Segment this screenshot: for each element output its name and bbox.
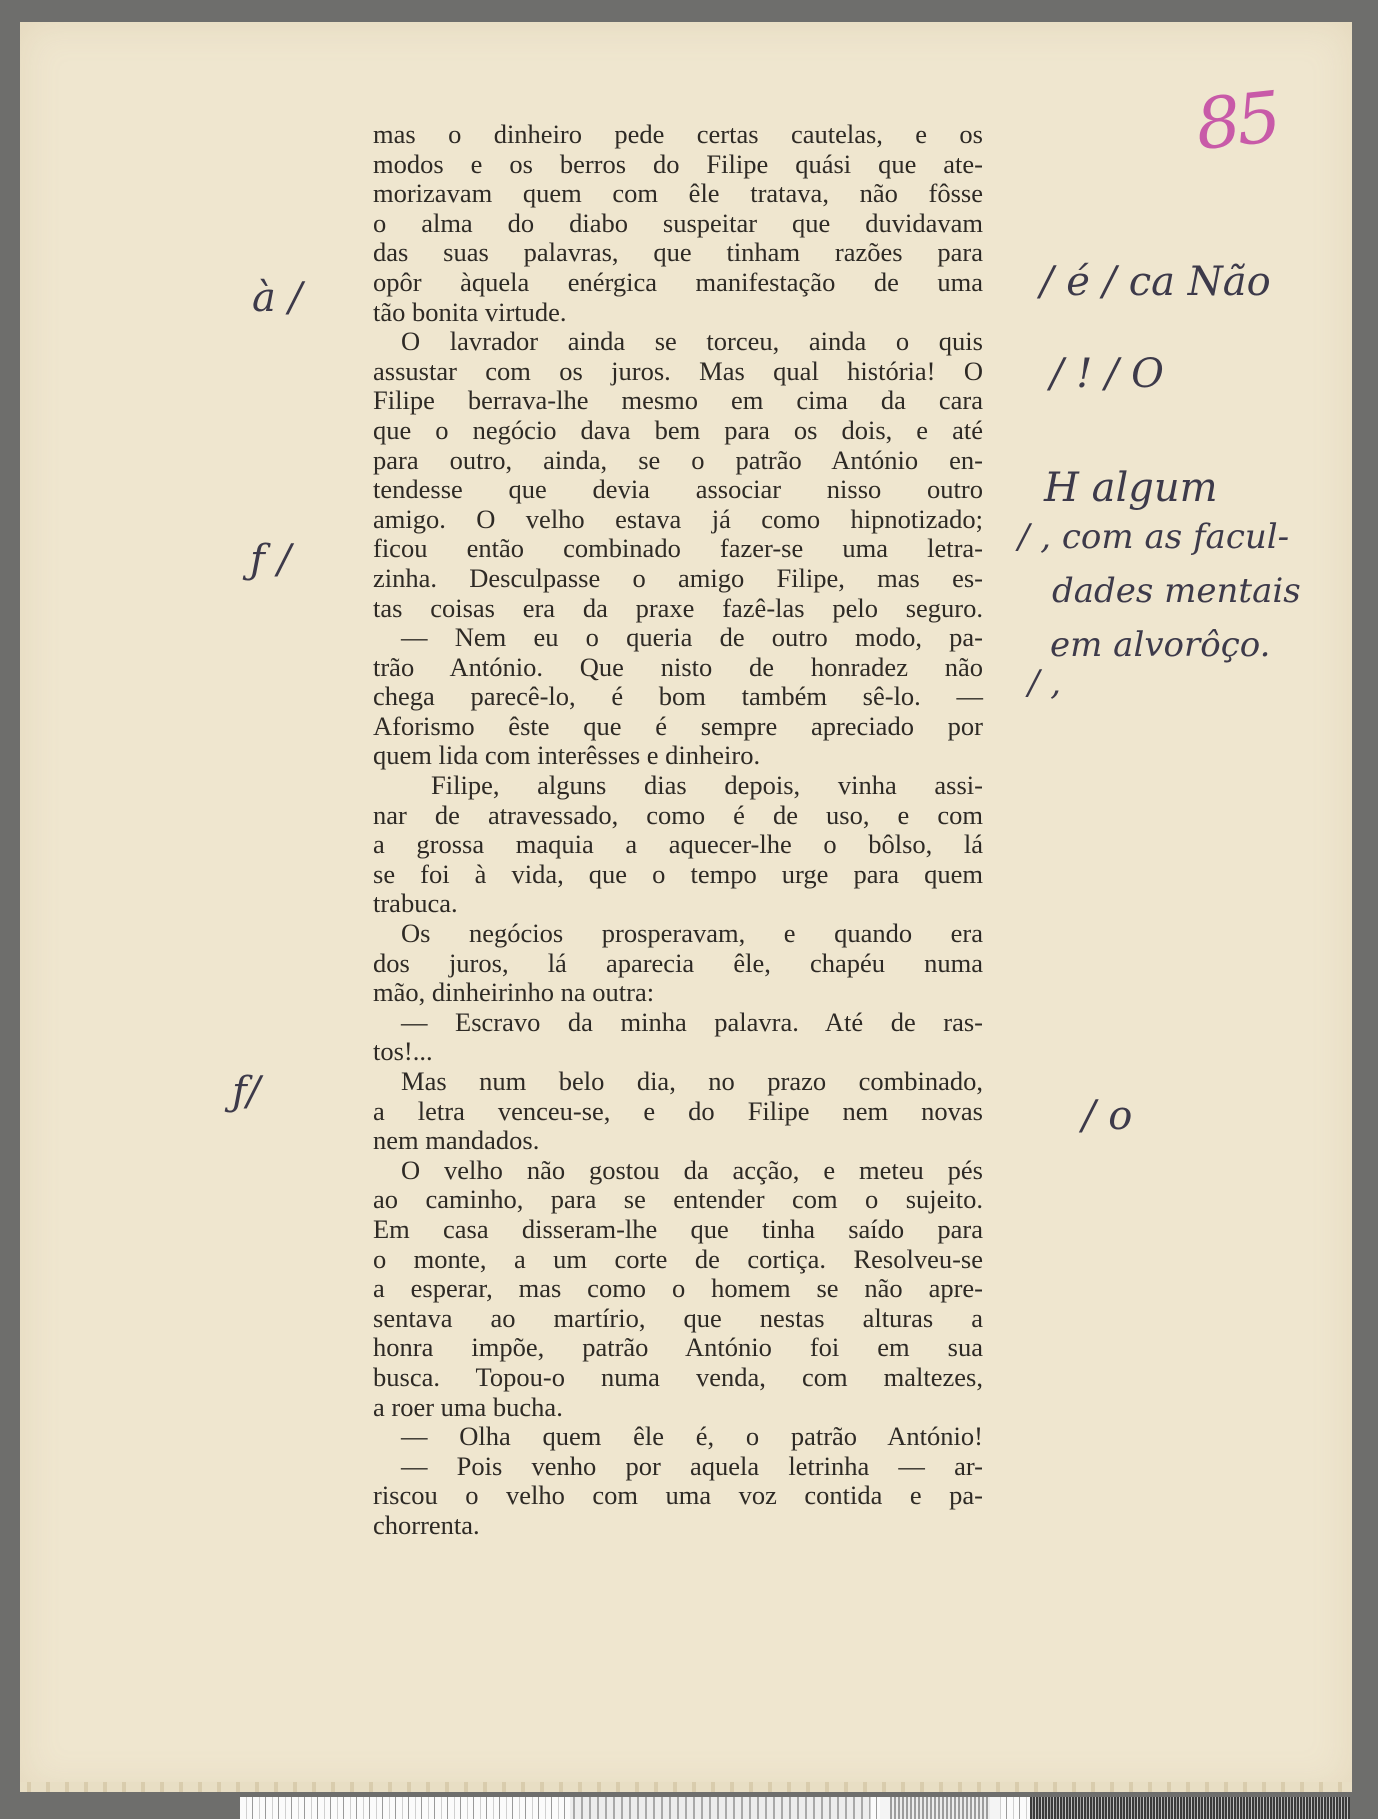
sheet-bottom-edge [20, 1782, 1352, 1792]
text-line: ao caminho, para se entender com o sujeito. [373, 1184, 983, 1215]
margin-note-right: / ! / O [1050, 351, 1164, 397]
text-line: trão António. Que nisto de honradez não [373, 651, 983, 682]
text-line: que o negócio dava bem para os dois, e até [373, 414, 983, 445]
text-line: modos e os berros do Filipe quási que ate- [373, 148, 983, 179]
text-line: busca. Topou-o numa venda, com maltezes, [373, 1361, 983, 1392]
text-line: morizavam quem com êle tratava, não fôsse [373, 178, 983, 209]
text-line: para outro, ainda, se o patrão António en- [373, 444, 983, 475]
page-number: 85 [1191, 75, 1282, 167]
text-line: mão, dinheirinho na outra: [373, 977, 655, 1008]
scan-bar-segment [570, 1797, 870, 1819]
scan-bar-segment [1030, 1797, 1350, 1819]
text-line: Mas num belo dia, no prazo combinado, [401, 1066, 983, 1096]
text-line: se foi à vida, que o tempo urge para quem [373, 858, 983, 889]
text-line: o monte, a um corte de cortiça. Resolveu-se [373, 1243, 983, 1274]
text-line: opôr àquela enérgica manifestação de uma [373, 266, 983, 297]
text-line: a esperar, mas como o homem se não apre- [373, 1273, 983, 1304]
margin-note-right: / é / ca Não [1040, 259, 1271, 305]
text-line: honra impõe, patrão António foi em sua [373, 1332, 983, 1363]
text-line: quem lida com interêsses e dinheiro. [373, 740, 761, 771]
text-line: a roer uma bucha. [373, 1391, 563, 1422]
margin-note-right: dades mentais [1052, 571, 1301, 611]
margin-note-right: / o [1082, 1093, 1133, 1139]
text-line: dos juros, lá aparecia êle, chapéu numa [373, 947, 983, 978]
text-line: — Escravo da minha palavra. Até de ras- [401, 1006, 983, 1037]
text-line: ficou então combinado fazer-se uma letra- [373, 533, 983, 564]
text-line: trabuca. [373, 888, 458, 919]
printed-text-block [373, 120, 983, 1541]
text-line: zinha. Desculpasse o amigo Filipe, mas es- [373, 562, 983, 593]
text-line: Em casa disseram-lhe que tinha saído para [373, 1213, 983, 1244]
text-line: a grossa maquia a aquecer-lhe o bôlso, lá [373, 829, 983, 860]
margin-note-left: à / [252, 275, 303, 321]
text-line: nem mandados. [373, 1125, 540, 1156]
text-line: sentava ao martírio, que nestas alturas a [373, 1302, 983, 1333]
text-line: Filipe, alguns dias depois, vinha assi- [431, 770, 983, 801]
margin-note-right: H algum [1044, 465, 1218, 511]
text-line: O lavrador ainda se torceu, ainda o quis [401, 326, 983, 357]
text-line: amigo. O velho estava já como hipnotizado; [373, 503, 983, 534]
text-line: chega parecê-lo, é bom também sê-lo. — [373, 681, 983, 712]
text-line: mas o dinheiro pede certas cautelas, e os [373, 119, 983, 149]
text-line: nar de atravessado, como é de uso, e com [373, 799, 983, 830]
text-line: o alma do diabo suspeitar que duvidavam [373, 207, 983, 238]
scan-color-bar [240, 1797, 1350, 1819]
text-line: — Nem eu o queria de outro modo, pa- [401, 622, 983, 653]
text-line: — Pois venho por aquela letrinha — ar- [401, 1450, 983, 1481]
text-line: tendesse que devia associar nisso outro [373, 474, 983, 505]
text-line: assustar com os juros. Mas qual história! O [373, 355, 983, 386]
text-line: Aforismo êste que é sempre apreciado por [373, 710, 983, 741]
text-line: tos!... [373, 1036, 433, 1067]
text-line: tas coisas era da praxe fazê-las pelo seguro. [373, 592, 983, 623]
margin-note-left: ƒ/ [232, 1069, 261, 1115]
margin-note-right: em alvorôço. [1050, 625, 1271, 665]
margin-note-left: ƒ / [250, 537, 291, 583]
margin-note-right: / , com as facul- [1018, 517, 1290, 557]
text-line: O velho não gostou da acção, e meteu pés [401, 1154, 983, 1185]
text-line: Os negócios prosperavam, e quando era [401, 918, 983, 949]
text-line: riscou o velho com uma voz contida e pa- [373, 1480, 983, 1511]
scan-bar-segment [890, 1797, 990, 1819]
text-line: — Olha quem êle é, o patrão António! [401, 1421, 983, 1452]
text-line: chorrenta. [373, 1509, 480, 1540]
text-line: tão bonita virtude. [373, 296, 567, 327]
margin-note-right: / , [1028, 663, 1062, 703]
text-line: Filipe berrava-lhe mesmo em cima da cara [373, 385, 983, 416]
text-line: das suas palavras, que tinham razões para [373, 237, 983, 268]
text-line: a letra venceu-se, e do Filipe nem novas [373, 1095, 983, 1126]
